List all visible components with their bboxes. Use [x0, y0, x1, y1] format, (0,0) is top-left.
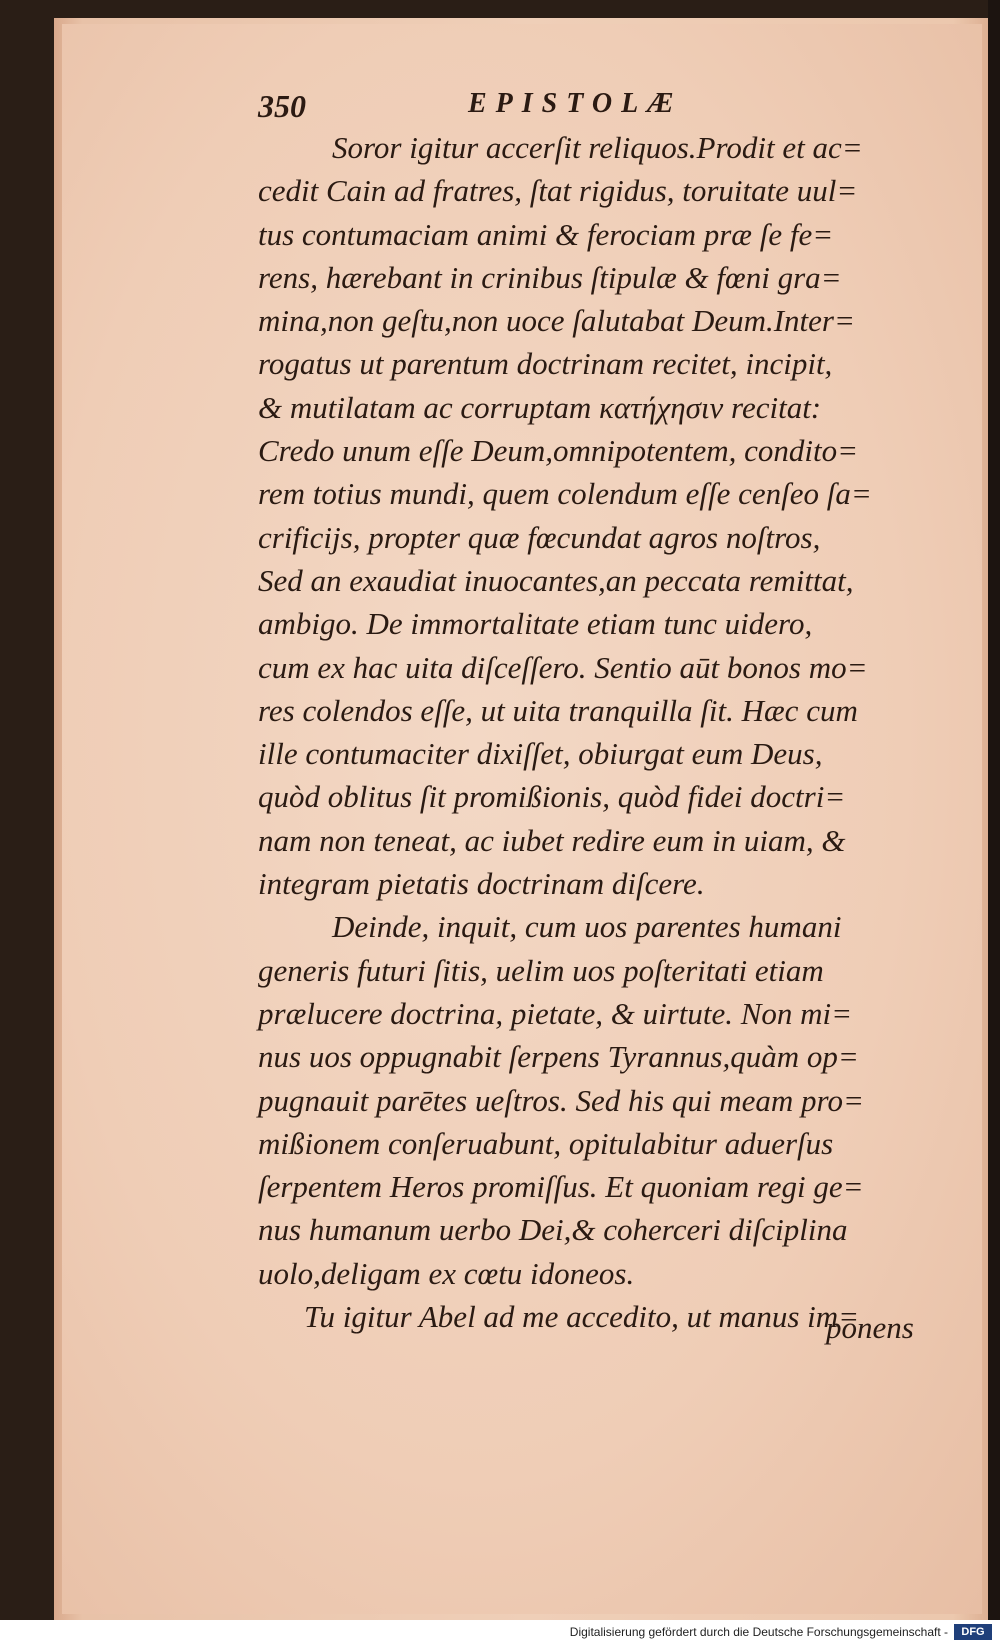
text-line: rem totius mundi, quem colendum eſſe cenſeo ſa= [258, 476, 872, 512]
text-line: integram pietatis doctrinam diſcere. [258, 866, 705, 902]
text-line: rens, hærebant in crinibus ſtipulæ & fœni gra= [258, 259, 842, 295]
text-line: Deinde, inquit, cum uos parentes humani [332, 909, 842, 945]
text-line: & mutilatam ac corruptam κατήχησιν recitat: [258, 389, 822, 425]
catchword: ponens [826, 1310, 914, 1345]
dfg-logo: DFG [954, 1624, 992, 1640]
text-line: rogatus ut parentum doctrinam recitet, incipit, [258, 346, 833, 382]
text-line: Tu igitur Abel ad me accedito, ut manus im= [304, 1299, 860, 1335]
text-line: nus humanum uerbo Dei,& coherceri diſciplina [258, 1212, 848, 1248]
text-line: Sed an exaudiat inuocantes,an peccata remittat, [258, 562, 854, 598]
text-line: prælucere doctrina, pietate, & uirtute. Non mi= [258, 995, 853, 1031]
text-line: res colendos eſſe, ut uita tranquilla ſit. Hæc cum [258, 692, 858, 728]
text-line: ſerpentem Heros promiſſus. Et quoniam regi ge= [258, 1169, 864, 1205]
text-line: Soror igitur accerſit reliquos.Prodit et ac= [332, 130, 863, 165]
text-line: uolo,deligam ex cœtu idoneos. [258, 1255, 635, 1291]
page-header [258, 88, 958, 128]
body-text [258, 126, 938, 1338]
text-line: ille contumaciter dixiſſet, obiurgat eum Deus, [258, 736, 823, 772]
text-line: pugnauit parētes ueſtros. Sed his qui meam pro= [258, 1082, 864, 1118]
text-line: ambigo. De immortalitate etiam tunc uidero, [258, 606, 813, 642]
text-line: mina,non geſtu,non uoce ſalutabat Deum.Inter= [258, 303, 855, 339]
text-line: cum ex hac uita diſceſſero. Sentio aūt bonos mo= [258, 649, 868, 685]
running-head: EPISTOLÆ [468, 88, 683, 119]
text-line: nus uos oppugnabit ſerpens Tyrannus,quàm op= [258, 1039, 859, 1075]
page-number: 350 [258, 88, 306, 124]
text-line: nam non teneat, ac iubet redire eum in uiam, & [258, 822, 846, 858]
footer-bar [0, 1620, 1000, 1646]
text-line: tus contumaciam animi & ferociam præ ſe fe= [258, 216, 834, 252]
text-line: mißionem conſeruabunt, opitulabitur aduerſus [258, 1125, 834, 1161]
text-line: crificijs, propter quæ fœcundat agros noſtros, [258, 519, 821, 555]
text-line: cedit Cain ad fratres, ſtat rigidus, toruitate uul= [258, 173, 858, 209]
funding-credit: Digitalisierung gefördert durch die Deutsche Forschungsgemeinschaft - [569, 1625, 948, 1639]
text-line: generis futuri ſitis, uelim uos poſteritati etiam [258, 952, 824, 988]
text-line: Credo unum eſſe Deum,omnipotentem, condito= [258, 433, 859, 469]
binding-shadow [988, 0, 1000, 1620]
text-line: quòd oblitus ſit promißionis, quòd fidei doctri= [258, 779, 846, 815]
